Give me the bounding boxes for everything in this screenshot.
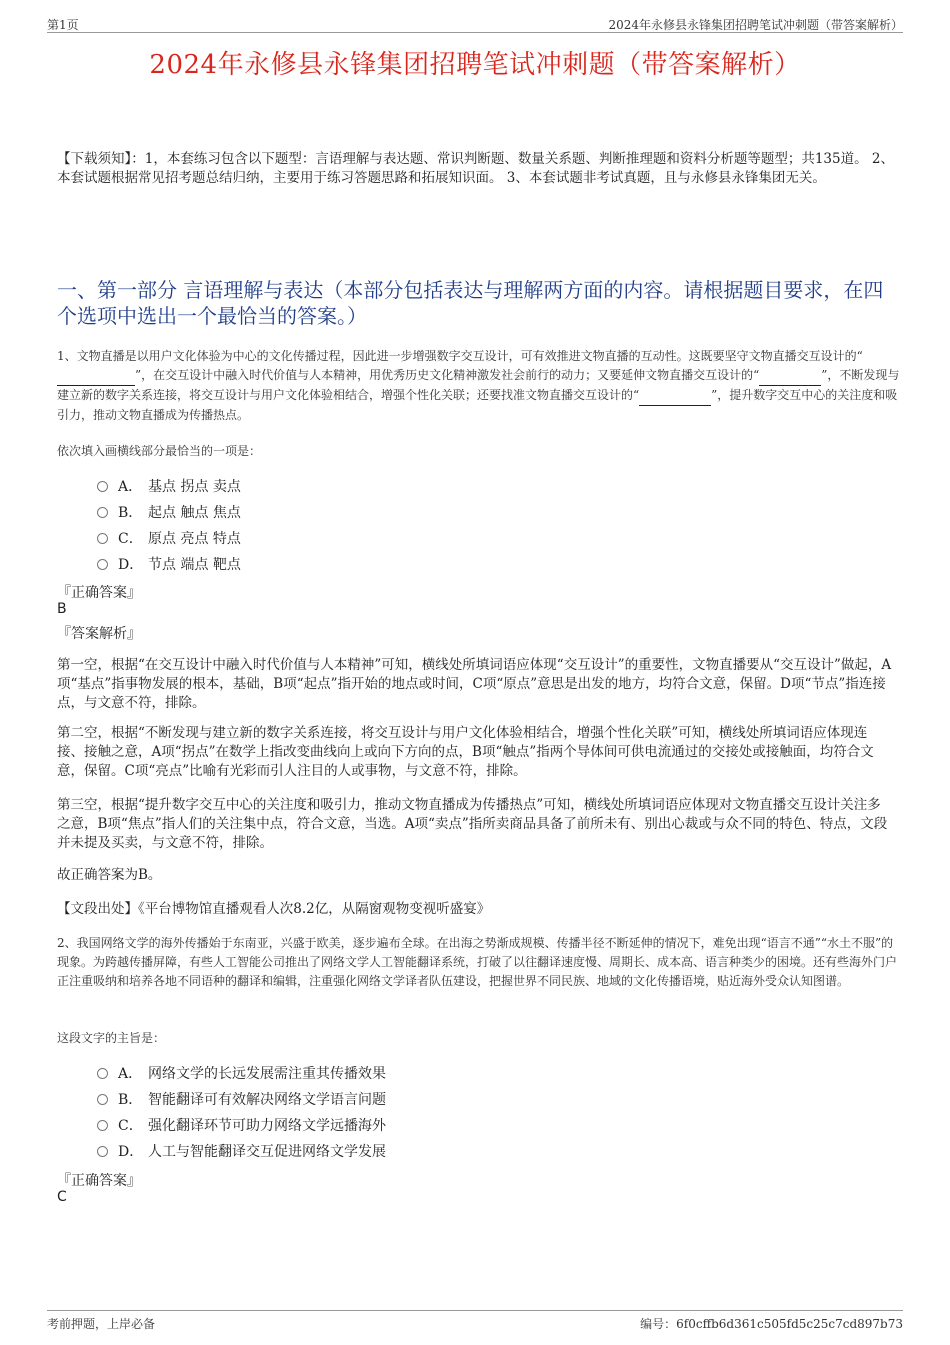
header-doc-title: 2024年永修县永锋集团招聘笔试冲刺题（带答案解析）: [608, 18, 903, 32]
question-2-text: 2、我国网络文学的海外传播始于东南亚，兴盛于欧美，逐步遍布全球。在出海之势渐成规模、传播半径不断延伸的情况下，难免出现“语言不通”“水土不服”的现象。为跨越传播屏障，有些人工智能公司推出了网络文学人工智能翻译系统，打破了以往翻译速度慢、周期长、成本高、语言种类少的困境。还有些海外门户正注重吸纳和培养各地不同语种的翻译和编辑，注重强化网络文学译者队伍建设，把握世界不同民族、地域的文化传播语境，贴近海外受众认知图谱。: [57, 936, 898, 988]
footer-slogan: 考前押题，上岸必备: [47, 1317, 156, 1331]
q2-option-d[interactable]: D． 人工与智能翻译交互促进网络文学发展: [97, 1141, 386, 1163]
q1-option-b[interactable]: B． 起点 触点 焦点: [97, 502, 241, 524]
section-heading: 一、第一部分 言语理解与表达（本部分包括表达与理解两方面的内容。请根据题目要求，在四个选项中选出一个最恰当的答案。）: [57, 278, 884, 328]
q2-answer-label: 『正确答案』: [57, 1173, 141, 1189]
download-notice: 【下载须知】：1，本套练习包含以下题型：言语理解与表达题、常识判断题、数量关系题、判断推理题和资料分析题等题型；共135道。 2、本套试题根据常见招考题总结归纳，主要用于练习答题思路和拓展知识面。 3、本套试题非考试真题，且与永修县永锋集团无关。: [57, 151, 894, 186]
radio-icon[interactable]: [97, 1146, 108, 1157]
blank-2: [759, 366, 821, 386]
q2-option-a[interactable]: A． 网络文学的长远发展需注重其传播效果: [97, 1063, 386, 1085]
q1-analysis-1: 第一空，根据“在交互设计中融入时代价值与人本精神”可知，横线处所填词语应体现“交互设计”的重要性，文物直播要从“交互设计”做起，A项“基点”指事物发展的根本，基础，B项“起点”指开始的地点或时间，C项“原点”意思是出发的地方，均符合文意，保留。D项“节点”指连接点，与文意不符，排除。: [57, 657, 892, 711]
footer-doc-id: 编号：6f0cffb6d361c505fd5c25c7cd897b73: [640, 1317, 903, 1331]
blank-3: [639, 386, 711, 406]
q1-analysis-conclusion: 故正确答案为B。: [57, 867, 162, 883]
page-header: [47, 14, 903, 33]
page-footer: [47, 1310, 903, 1331]
blank-1: [57, 366, 135, 386]
q1-analysis-3: 第三空，根据“提升数字交互中心的关注度和吸引力，推动文物直播成为传播热点”可知，横线处所填词语应体现对文物直播交互设计关注多之意，B项“焦点”指人们的关注集中点，符合文意，当选。A项“卖点”指所卖商品具备了前所未有、别出心裁或与众不同的特色、特点，文段并未提及买卖，与文意不符，排除。: [57, 797, 888, 851]
q1-option-c[interactable]: C． 原点 亮点 特点: [97, 528, 241, 550]
question-2-prompt: 这段文字的主旨是：: [57, 1031, 166, 1045]
radio-icon[interactable]: [97, 533, 108, 544]
q2-answer: C: [57, 1189, 67, 1205]
q1-option-d[interactable]: D． 节点 端点 靶点: [97, 554, 241, 576]
document-title: 2024年永修县永锋集团招聘笔试冲刺题（带答案解析）: [149, 50, 801, 80]
q2-option-c[interactable]: C． 强化翻译环节可助力网络文学远播海外: [97, 1115, 386, 1137]
q1-answer-label: 『正确答案』: [57, 585, 141, 601]
radio-icon[interactable]: [97, 559, 108, 570]
radio-icon[interactable]: [97, 1068, 108, 1079]
radio-icon[interactable]: [97, 1120, 108, 1131]
q1-answer: B: [57, 601, 67, 617]
question-1-prompt: 依次填入画横线部分最恰当的一项是：: [57, 444, 262, 458]
radio-icon[interactable]: [97, 1094, 108, 1105]
q1-source: 【文段出处】《平台博物馆直播观看人次8.2亿，从隔窗观物变视听盛宴》: [57, 901, 491, 917]
q1-analysis-2: 第二空，根据“不断发现与建立新的数字关系连接，将交互设计与用户文化体验相结合，增强个性化关联”可知，横线处所填词语应体现连接、接触之意，A项“拐点”在数学上指改变曲线向上或向下方向的点，B项“触点”指两个导体间可供电流通过的交接处或接触面，均符合文意，保留。C项“亮点”比喻有光彩而引人注目的人或事物，与文意不符，排除。: [57, 725, 874, 779]
radio-icon[interactable]: [97, 507, 108, 518]
q1-analysis-label: 『答案解析』: [57, 626, 141, 642]
page-number: 第1页: [47, 18, 79, 32]
radio-icon[interactable]: [97, 481, 108, 492]
question-1-text: 1、文物直播是以用户文化体验为中心的文化传播过程，因此进一步增强数字交互设计，可有效推进文物直播的互动性。这既要坚守文物直播交互设计的“ ”，在交互设计中融入时代价值与人本精神，用优秀历史文化精神激发社会前行的动力；又要延伸文物直播交互设计的“ ”，不断发现与建立新的数字关系连接，将交互设计与用户文化体验相结合，增强个性化关联；还要找准文物直播交互设计的“ ”，提升数字交互中心的关注度和吸引力，推动文物直播成为传播热点。: [57, 349, 900, 422]
q1-option-a[interactable]: A． 基点 拐点 卖点: [97, 476, 241, 498]
q2-option-b[interactable]: B． 智能翻译可有效解决网络文学语言问题: [97, 1089, 386, 1111]
